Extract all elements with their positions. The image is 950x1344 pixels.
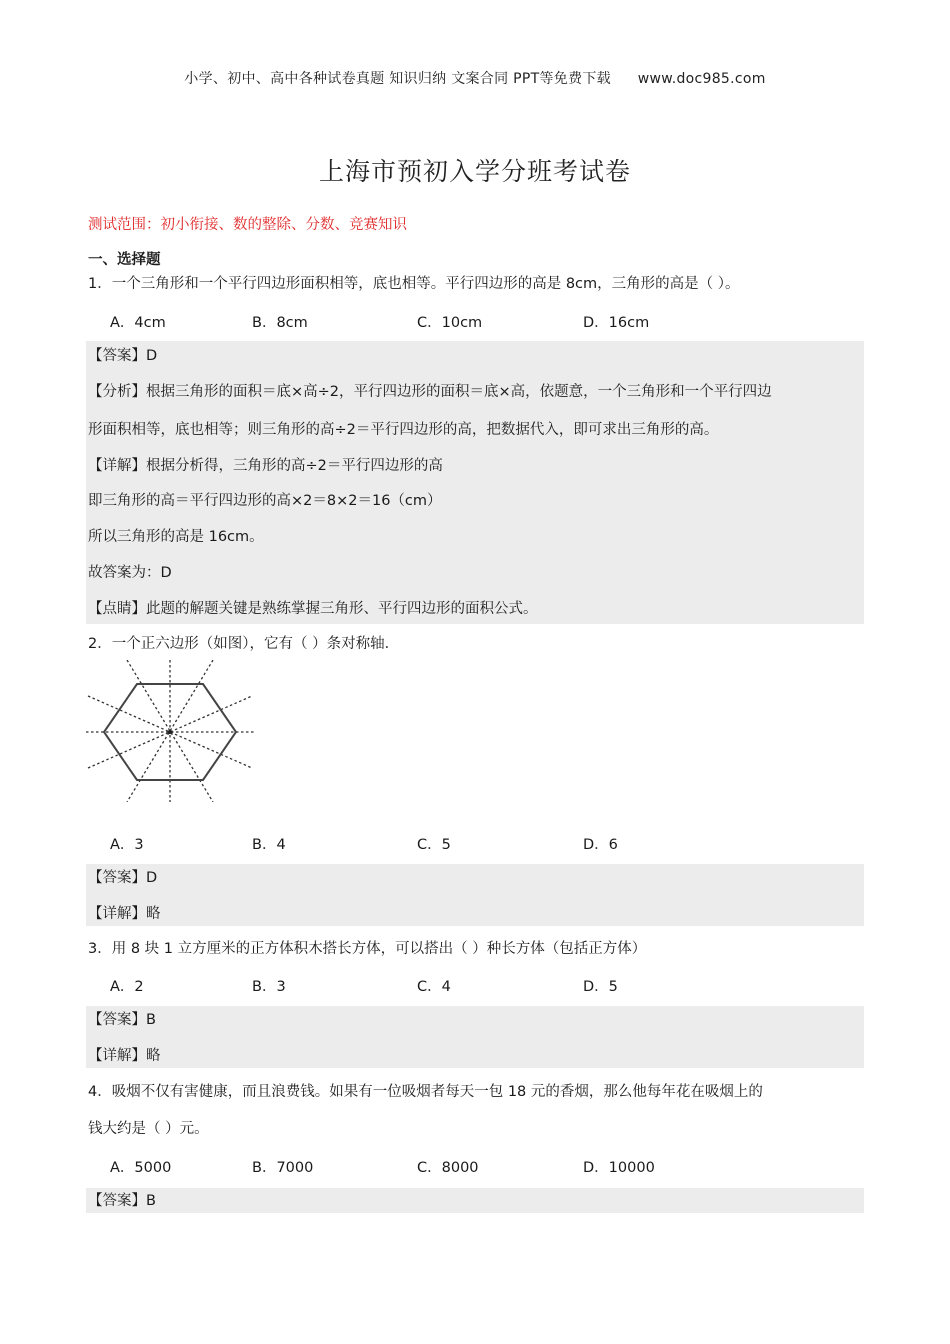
- q3-answer: 【答案】B: [88, 1012, 156, 1028]
- q1-option-d: D．16cm: [583, 315, 650, 331]
- test-scope: 测试范围：初小衔接、数的整除、分数、竞赛知识: [88, 217, 407, 233]
- q4-stem-line1: 4．吸烟不仅有害健康，而且浪费钱。如果有一位吸烟者每天一包 18 元的香烟，那么他每年花在吸烟上的: [88, 1084, 763, 1100]
- q3-detail: 【详解】略: [88, 1048, 161, 1064]
- hexagon-center: [168, 730, 172, 734]
- q3-option-b: B．3: [252, 979, 286, 995]
- q1-detail-line3: 所以三角形的高是 16cm。: [88, 529, 264, 545]
- q2-detail: 【详解】略: [88, 906, 161, 922]
- header-site: www.doc985.com: [637, 71, 766, 87]
- q1-detail-line2: 即三角形的高＝平行四边形的高×2＝8×2＝16（cm）: [88, 493, 442, 509]
- q3-option-c: C．4: [417, 979, 451, 995]
- q4-option-c: C．8000: [417, 1160, 479, 1176]
- q2-option-c: C．5: [417, 837, 451, 853]
- q4-stem-line2: 钱大约是（ ）元。: [88, 1121, 209, 1137]
- section-heading: 一、选择题: [88, 252, 161, 268]
- q4-option-d: D．10000: [583, 1160, 655, 1176]
- q4-answer: 【答案】B: [88, 1193, 156, 1209]
- q2-solution-box: [86, 864, 864, 926]
- page-title: 上海市预初入学分班考试卷: [318, 157, 631, 186]
- q4-solution-box: [86, 1188, 864, 1213]
- q2-option-b: B．4: [252, 837, 286, 853]
- page-header: [0, 68, 950, 88]
- header-text: 小学、初中、高中各种试卷真题 知识归纳 文案合同 PPT等免费下载: [184, 71, 611, 87]
- q3-stem: 3．用 8 块 1 立方厘米的正方体积木搭长方体，可以搭出（ ）种长方体（包括正方体）: [88, 941, 647, 957]
- q2-option-a: A．3: [110, 837, 144, 853]
- q1-analysis-line1: 【分析】根据三角形的面积＝底×高÷2，平行四边形的面积＝底×高，依题意，一个三角形和一个平行四边: [88, 384, 772, 400]
- hexagon-figure: [86, 660, 254, 802]
- q2-answer: 【答案】D: [88, 870, 158, 886]
- q4-option-b: B．7000: [252, 1160, 314, 1176]
- q3-option-a: A．2: [110, 979, 144, 995]
- q4-option-a: A．5000: [110, 1160, 172, 1176]
- q1-answer: 【答案】D: [88, 348, 158, 364]
- q1-option-b: B．8cm: [252, 315, 308, 331]
- q2-option-d: D．6: [583, 837, 618, 853]
- q1-detail-line1: 【详解】根据分析得，三角形的高÷2＝平行四边形的高: [88, 458, 443, 474]
- q1-analysis-line2: 形面积相等，底也相等；则三角形的高÷2＝平行四边形的高，把数据代入，即可求出三角形的高。: [88, 422, 719, 438]
- q1-option-c: C．10cm: [417, 315, 483, 331]
- q1-comment: 【点睛】此题的解题关键是熟练掌握三角形、平行四边形的面积公式。: [88, 601, 538, 617]
- q1-option-a: A．4cm: [110, 315, 166, 331]
- q3-solution-box: [86, 1006, 864, 1068]
- q1-stem: 1．一个三角形和一个平行四边形面积相等，底也相等。平行四边形的高是 8cm，三角形的高是（ ）。: [88, 276, 740, 292]
- q1-detail-line4: 故答案为：D: [88, 565, 172, 581]
- q2-stem: 2．一个正六边形（如图），它有（ ）条对称轴．: [88, 636, 400, 652]
- q3-option-d: D．5: [583, 979, 618, 995]
